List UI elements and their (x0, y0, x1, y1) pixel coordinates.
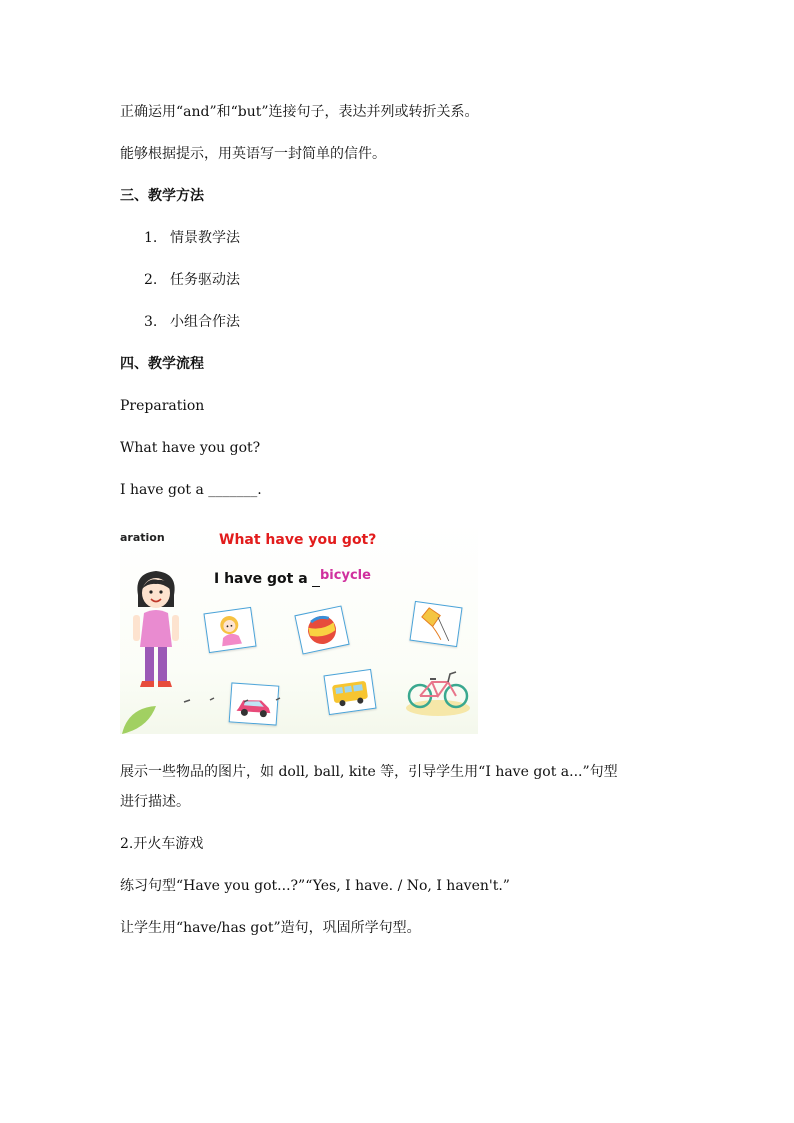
girl-illustration-icon (130, 567, 182, 695)
slide-question: What have you got? (219, 532, 377, 548)
step-title-preparation: Preparation (120, 398, 205, 414)
method-number: 1. (144, 230, 158, 246)
section-heading-process: 四、教学流程 (120, 356, 204, 372)
method-item: 小组合作法 (170, 314, 240, 330)
slide-answer: I have got a (214, 571, 308, 587)
practice-text: 练习句型“Have you got...?”“Yes, I have. / No, I haven't.” (120, 878, 510, 894)
method-number: 3. (144, 314, 158, 330)
sentence-making-text: 让学生用“have/has got”造句，巩固所学句型。 (120, 920, 421, 936)
leaf-decoration-icon (120, 704, 160, 734)
goal-text-letter: 能够根据提示，用英语写一封简单的信件。 (120, 146, 386, 162)
bus-icon (325, 670, 376, 714)
slide-answer-blank (312, 586, 320, 587)
ball-card (294, 605, 349, 654)
method-item: 情景教学法 (170, 230, 240, 246)
goal-text-conjunctions: 正确运用“and”和“but”连接句子，表达并列或转折关系。 (120, 104, 479, 120)
description-text-cont: 进行描述。 (120, 794, 190, 810)
kite-card (409, 601, 462, 647)
question-text: What have you got? (120, 440, 261, 456)
slide-tag: aration (120, 531, 165, 544)
dashes-decoration-icon (180, 694, 300, 706)
method-number: 2. (144, 272, 158, 288)
bus-card (323, 669, 376, 715)
kite-icon (411, 602, 462, 646)
answer-template-text: I have got a _______. (120, 482, 262, 498)
section-heading-methods: 三、教学方法 (120, 188, 204, 204)
bicycle-icon (404, 662, 472, 718)
doll-icon (205, 608, 256, 652)
lesson-slide-image (120, 522, 478, 734)
doll-card (203, 607, 256, 653)
ball-icon (296, 607, 349, 654)
method-item: 任务驱动法 (170, 272, 240, 288)
slide-answer-word: bicycle (320, 568, 371, 583)
step-title-train-game: 2.开火车游戏 (120, 836, 204, 852)
description-text: 展示一些物品的图片，如 doll, ball, kite 等，引导学生用“I have got a...”句型 (120, 764, 618, 780)
